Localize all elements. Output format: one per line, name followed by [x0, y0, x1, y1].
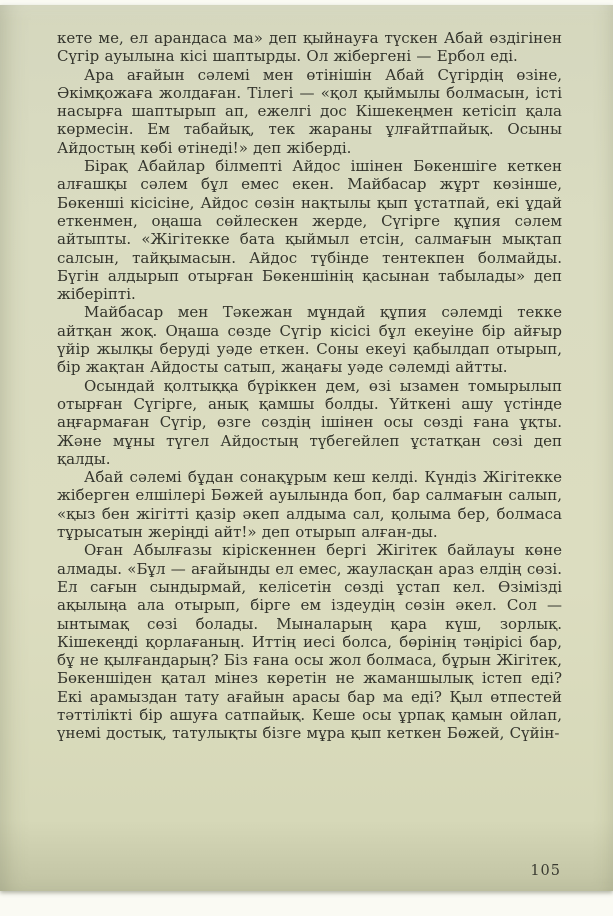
- page-text: [57, 29, 562, 743]
- book-page: [0, 5, 613, 891]
- paragraph: Ара ағайын сәлемі мен өтінішін Абай Сүгірдің өзіне, Әкімқожаға жолдаған. Тілегі — «қол қыймылы болмасын, істі насырға шаптырып ап, ежелгі дос Кішекеңмен кетісіп қала көрмесін. Ем табайық, тек жараны ұлғайтпайық. Осыны Айдостың көбі өтінеді!» деп жіберді.: [57, 65, 562, 157]
- paragraph: Майбасар мен Тәкежан мұндай құпия сәлемді текке айтқан жоқ. Оңаша сөзде Сүгір кісісі бұл екеуіне бір айғыр үйір жылқы беруді уәде еткен. Соны екеуі қабылдап отырып, бір жақтан Айдосты сатып, жаңағы уәде сәлемді айтты.: [57, 303, 562, 377]
- paragraph: кете ме, ел арандаса ма» деп қыйнауға түскен Абай өздігінен Сүгір ауылына кісі шаптырды. Ол жібергені — Ербол еді.: [57, 29, 562, 66]
- paragraph: Оған Абылғазы кіріскеннен бергі Жігітек байлауы көне алмады. «Бұл — ағайынды ел емес, жауласқан араз елдің сөзі. Ел сағын сындырмай, келісетін сөзді ұстап кел. Өзімізді ақылыңа ала отырып, бірге ем іздеудің сөзін әкел. Сол — ынтымақ сөзі болады. Мыналарың қара күш, зорлық. Кішекеңді қорлағаның. Иттің иесі болса, бөрінің тәңірісі бар, бұ не қылғандарың? Біз ғана осы жол болмаса, бұрын Жігітек, Бөкеншіден қатал мінез көретін не жаманшылық істеп еді? Екі арамыздан тату ағайын арасы бар ма еді? Қыл өтпестей тәттілікті бір ашуға сатпайық. Кеше осы ұрпақ қамын ойлап, үнемі достық, татулықты бізге мұра қып кеткен Бөжей, Сүйін-: [57, 541, 562, 743]
- paragraph: Осындай қолтыққа бүріккен дем, өзі ызамен томырылып отырған Сүгірге, анық қамшы болды. Үйткені ашу үстінде аңғармаған Сүгір, өзге сөздің ішінен осы сөзді ғана ұқты. Және мұны түгел Айдостың түбегейлеп ұстатқан сөзі деп қалды.: [57, 376, 562, 468]
- paragraph: Бірақ Абайлар білмепті Айдос ішінен Бөкеншіге кеткен алғашқы сәлем бұл емес екен. Майбасар жұрт көзінше, Бөкенші кісісіне, Айдос сөзін нақтылы қып ұстатпай, екі ұдай еткенмен, оңаша сөйлескен жерде, Сүгірге құпия сәлем айтыпты. «Жігітекке бата қыймыл етсін, салмағын мықтап салсын, тайқымасын. Айдос түбінде тентекпен болмайды. Бүгін алдырып отырған Бөкеншінің қасынан табылады» деп жіберіпті.: [57, 157, 562, 304]
- paragraph: Абай сәлемі бұдан сонақұрым кеш келді. Күндіз Жігітекке жіберген елшілері Бөжей ауылында боп, бар салмағын салып, «қыз бен жігітті қазір әкеп алдыма сал, қолыма бер, болмаса тұрысатын жеріңді айт!» деп отырып алған-ды.: [57, 468, 562, 542]
- page-number: 105: [530, 863, 561, 879]
